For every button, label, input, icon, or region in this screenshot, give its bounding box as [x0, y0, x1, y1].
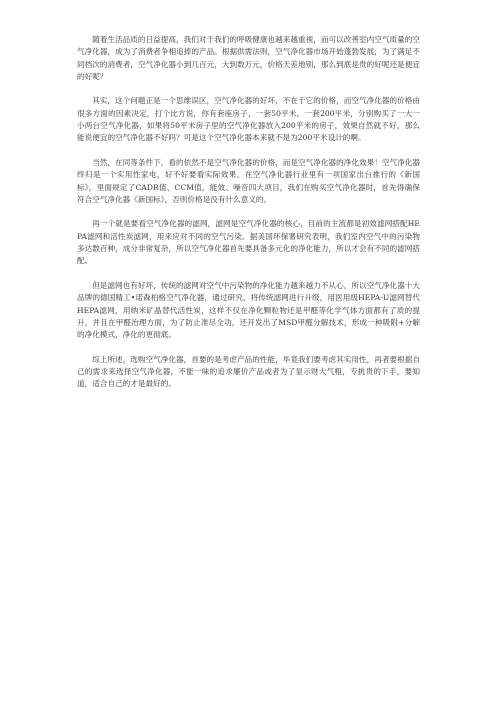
article-body: [77, 34, 420, 403]
paragraph-5: 但是滤网也有好坏，传统的滤网对空气中污染物的净化能力越来越力不从心，所以空气净化器十大品牌的德国精工•诺森柏格空气净化器，通过研究，将传统滤网进行升级，用医用级HEPA-U滤网替代HEPA滤网，用纳米矿晶替代活性炭，这样不仅在净化颗粒物还是甲醛等化学气体方面都有了质的提升，并且在甲醛治理方面，为了防止准尽全功，还开发出了MSD甲醛分解技术，形成一种吸附+分解的净化模式，净化的更彻底。: [77, 280, 420, 340]
paragraph-6: 综上所述，选购空气净化器，首要的是考虑产品的性能，毕竟我们要考虑其实用性，再者要根据自己的需求来选择空气净化器，不能一味的追求廉价产品或者为了显示财大气粗，专挑贵的下手，要知道，适合自己的才是最好的。: [77, 354, 420, 389]
paragraph-1: 随着生活品质的日益提高，我们对于我们的呼吸健康也越来越重视，而可以改善室内空气质量的空气净化器，成为了消费者争相追捧的产品。根据供需法则，空气净化器市场开始蓬勃发展，为了满足不同档次的消费者，空气净化器小到几百元，大到数万元，价格天差地别，那么到底是贵的好呢还是便宜的好呢？: [77, 35, 420, 81]
paragraph-2: 其实，这个问题正是一个思维误区，空气净化器的好坏，不在于它的价格，而空气净化器的价格由很多方面的因素决定，打个比方说，你有套座房子，一套50平米，一套200平米，分别购买了一大一小两台空气净化器，如果将50平米房子里的空气净化器放入200平米的房子，效果自然就不好，那么能说便宜的空气净化器不好吗？可是这个空气净化器本来就不是为200平米设计的啊。: [77, 96, 420, 143]
paragraph-3: 当然，在同等条件下，看的依然不是空气净化器的价格，而是空气净化器的净化效果！空气净化器终归是一个实用性家电，好不好要看实际效果。在空气净化器行业里有一项国家出台推行的《新国标》，里面规定了CADR值、CCM值、能效、噪音四大项目，我们在购买空气净化器时，首先得确保符合空气净化器《新国标》，否则价格是没有什么意义的。: [77, 157, 420, 204]
paragraph-4: 再一个就是要看空气净化器的滤网，滤网是空气净化器的核心，目前的主流都是初效滤网搭配HEPA滤网和活性炭滤网，用来应对不同的空气污染。据美国环保署研究表明，我们室内空气中的污染物多达数百种，成分非常复杂，所以空气净化器首先要具备多元化的净化能力，所以才会有不同的滤网搭配。: [77, 219, 420, 266]
